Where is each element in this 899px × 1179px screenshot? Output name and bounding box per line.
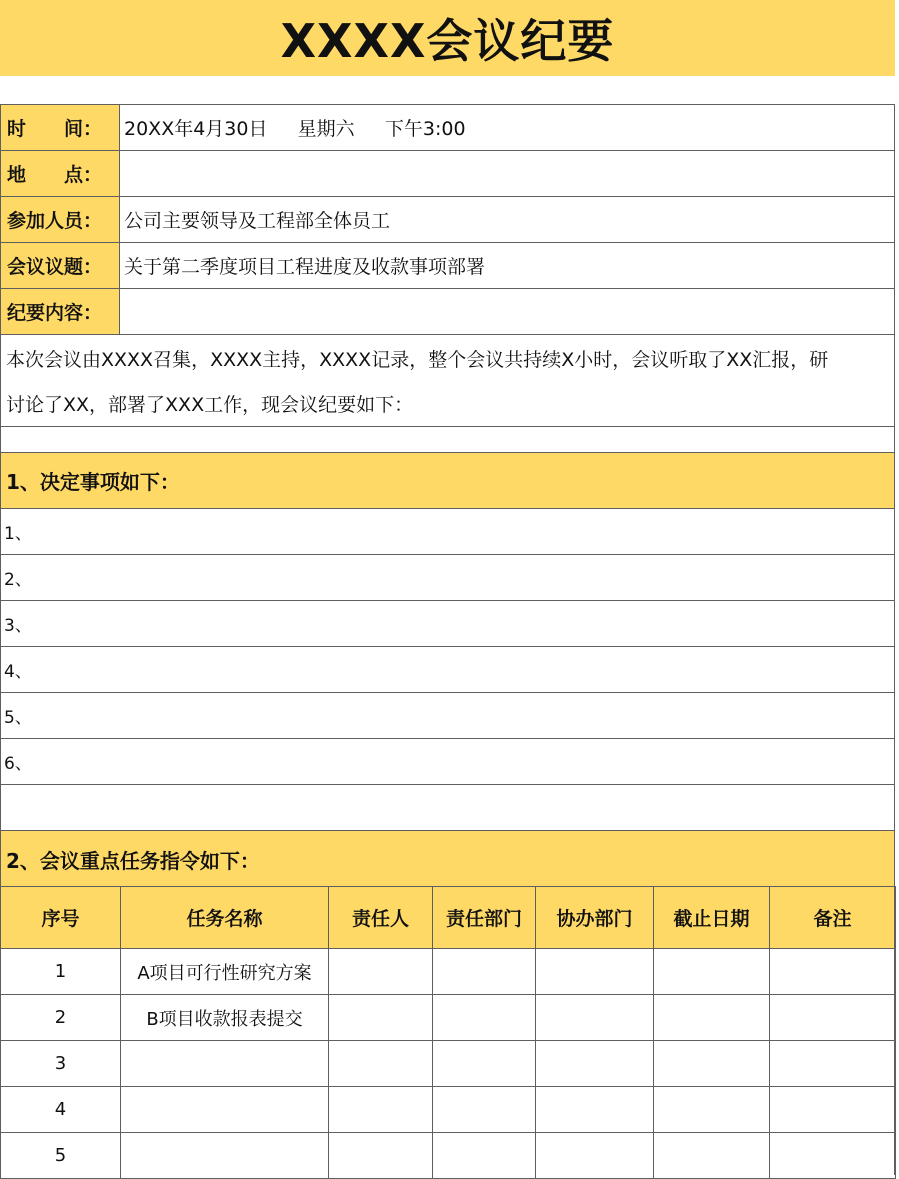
cell-department[interactable] [433, 1087, 536, 1133]
cell-index[interactable]: 4 [1, 1087, 121, 1133]
decision-item-label: 3、 [4, 616, 32, 636]
cell-remarks[interactable] [770, 1087, 896, 1133]
cell-department[interactable] [433, 1041, 536, 1087]
cell-owner[interactable] [329, 1041, 433, 1087]
col-header-remarks: 备注 [770, 887, 896, 949]
cell-deadline[interactable] [654, 949, 770, 995]
summary-text-1[interactable]: 本次会议由XXXX召集，XXXX主持，XXXX记录，整个会议共持续X小时，会议听取了XX汇报，研 [6, 348, 829, 371]
decision-item-label: 4、 [4, 662, 32, 682]
decision-item[interactable] [0, 601, 895, 647]
cell-deadline[interactable] [654, 1133, 770, 1179]
col-header-task-name: 任务名称 [121, 887, 329, 949]
decision-item[interactable] [0, 647, 895, 693]
col-header-index: 序号 [1, 887, 121, 949]
attendees-value[interactable]: 公司主要领导及工程部全体员工 [124, 210, 391, 232]
cell-task-name[interactable]: B项目收款报表提交 [121, 995, 329, 1041]
cell-co-department[interactable] [536, 949, 654, 995]
tasks-heading: 2、会议重点任务指令如下： [6, 848, 260, 873]
cell-owner[interactable] [329, 1087, 433, 1133]
summary-line-1 [0, 335, 895, 381]
cell-department[interactable] [433, 995, 536, 1041]
cell-owner[interactable] [329, 1133, 433, 1179]
table-row [1, 1041, 896, 1087]
content-row [0, 289, 895, 335]
cell-remarks[interactable] [770, 949, 896, 995]
blank-row[interactable] [0, 785, 895, 831]
col-header-owner: 责任人 [329, 887, 433, 949]
decisions-heading-row [0, 453, 895, 509]
decision-item[interactable] [0, 509, 895, 555]
table-row [1, 1133, 896, 1179]
decision-item-label: 6、 [4, 754, 32, 774]
time-value[interactable]: 20XX年4月30日 星期六 下午3:00 [124, 118, 466, 140]
time-row [0, 105, 895, 151]
cell-index[interactable]: 2 [1, 995, 121, 1041]
place-row [0, 151, 895, 197]
cell-deadline[interactable] [654, 995, 770, 1041]
table-row [1, 1087, 896, 1133]
decision-item-label: 2、 [4, 570, 32, 590]
summary-text-2[interactable]: 讨论了XX，部署了XXX工作，现会议纪要如下： [6, 394, 414, 416]
topic-value[interactable]: 关于第二季度项目工程进度及收款事项部署 [124, 256, 486, 278]
cell-index[interactable]: 1 [1, 949, 121, 995]
cell-index[interactable]: 3 [1, 1041, 121, 1087]
decisions-heading: 1、决定事项如下： [6, 470, 180, 494]
decision-item[interactable] [0, 693, 895, 739]
tasks-table [0, 886, 896, 1179]
cell-remarks[interactable] [770, 1133, 896, 1179]
attendees-label: 参加人员： [0, 197, 120, 242]
document-title-bar [0, 0, 895, 76]
cell-owner[interactable] [329, 949, 433, 995]
decision-item[interactable] [0, 555, 895, 601]
table-row [1, 949, 896, 995]
summary-line-2 [0, 381, 895, 427]
topic-label: 会议议题： [0, 243, 120, 288]
topic-row [0, 243, 895, 289]
cell-index[interactable]: 5 [1, 1133, 121, 1179]
cell-co-department[interactable] [536, 995, 654, 1041]
decision-item-label: 5、 [4, 708, 32, 728]
col-header-department: 责任部门 [433, 887, 536, 949]
blank-row[interactable] [0, 427, 895, 453]
col-header-deadline: 截止日期 [654, 887, 770, 949]
cell-deadline[interactable] [654, 1087, 770, 1133]
cell-task-name[interactable]: A项目可行性研究方案 [121, 949, 329, 995]
cell-co-department[interactable] [536, 1041, 654, 1087]
decision-item-label: 1、 [4, 524, 32, 544]
tasks-header-row [1, 887, 896, 949]
attendees-row [0, 197, 895, 243]
cell-department[interactable] [433, 1133, 536, 1179]
place-value[interactable] [124, 151, 895, 196]
place-label: 地 点： [0, 151, 120, 196]
cell-task-name[interactable] [121, 1041, 329, 1087]
col-header-co-department: 协办部门 [536, 887, 654, 949]
cell-owner[interactable] [329, 995, 433, 1041]
document-title: XXXX会议纪要 [280, 14, 615, 68]
content-label: 纪要内容： [0, 289, 120, 334]
tasks-heading-row [0, 831, 895, 887]
cell-department[interactable] [433, 949, 536, 995]
cell-remarks[interactable] [770, 1041, 896, 1087]
cell-deadline[interactable] [654, 1041, 770, 1087]
decision-item[interactable] [0, 739, 895, 785]
time-label: 时 间： [0, 105, 120, 150]
cell-co-department[interactable] [536, 1087, 654, 1133]
cell-task-name[interactable] [121, 1087, 329, 1133]
table-row [1, 995, 896, 1041]
cell-co-department[interactable] [536, 1133, 654, 1179]
cell-task-name[interactable] [121, 1133, 329, 1179]
cell-remarks[interactable] [770, 995, 896, 1041]
